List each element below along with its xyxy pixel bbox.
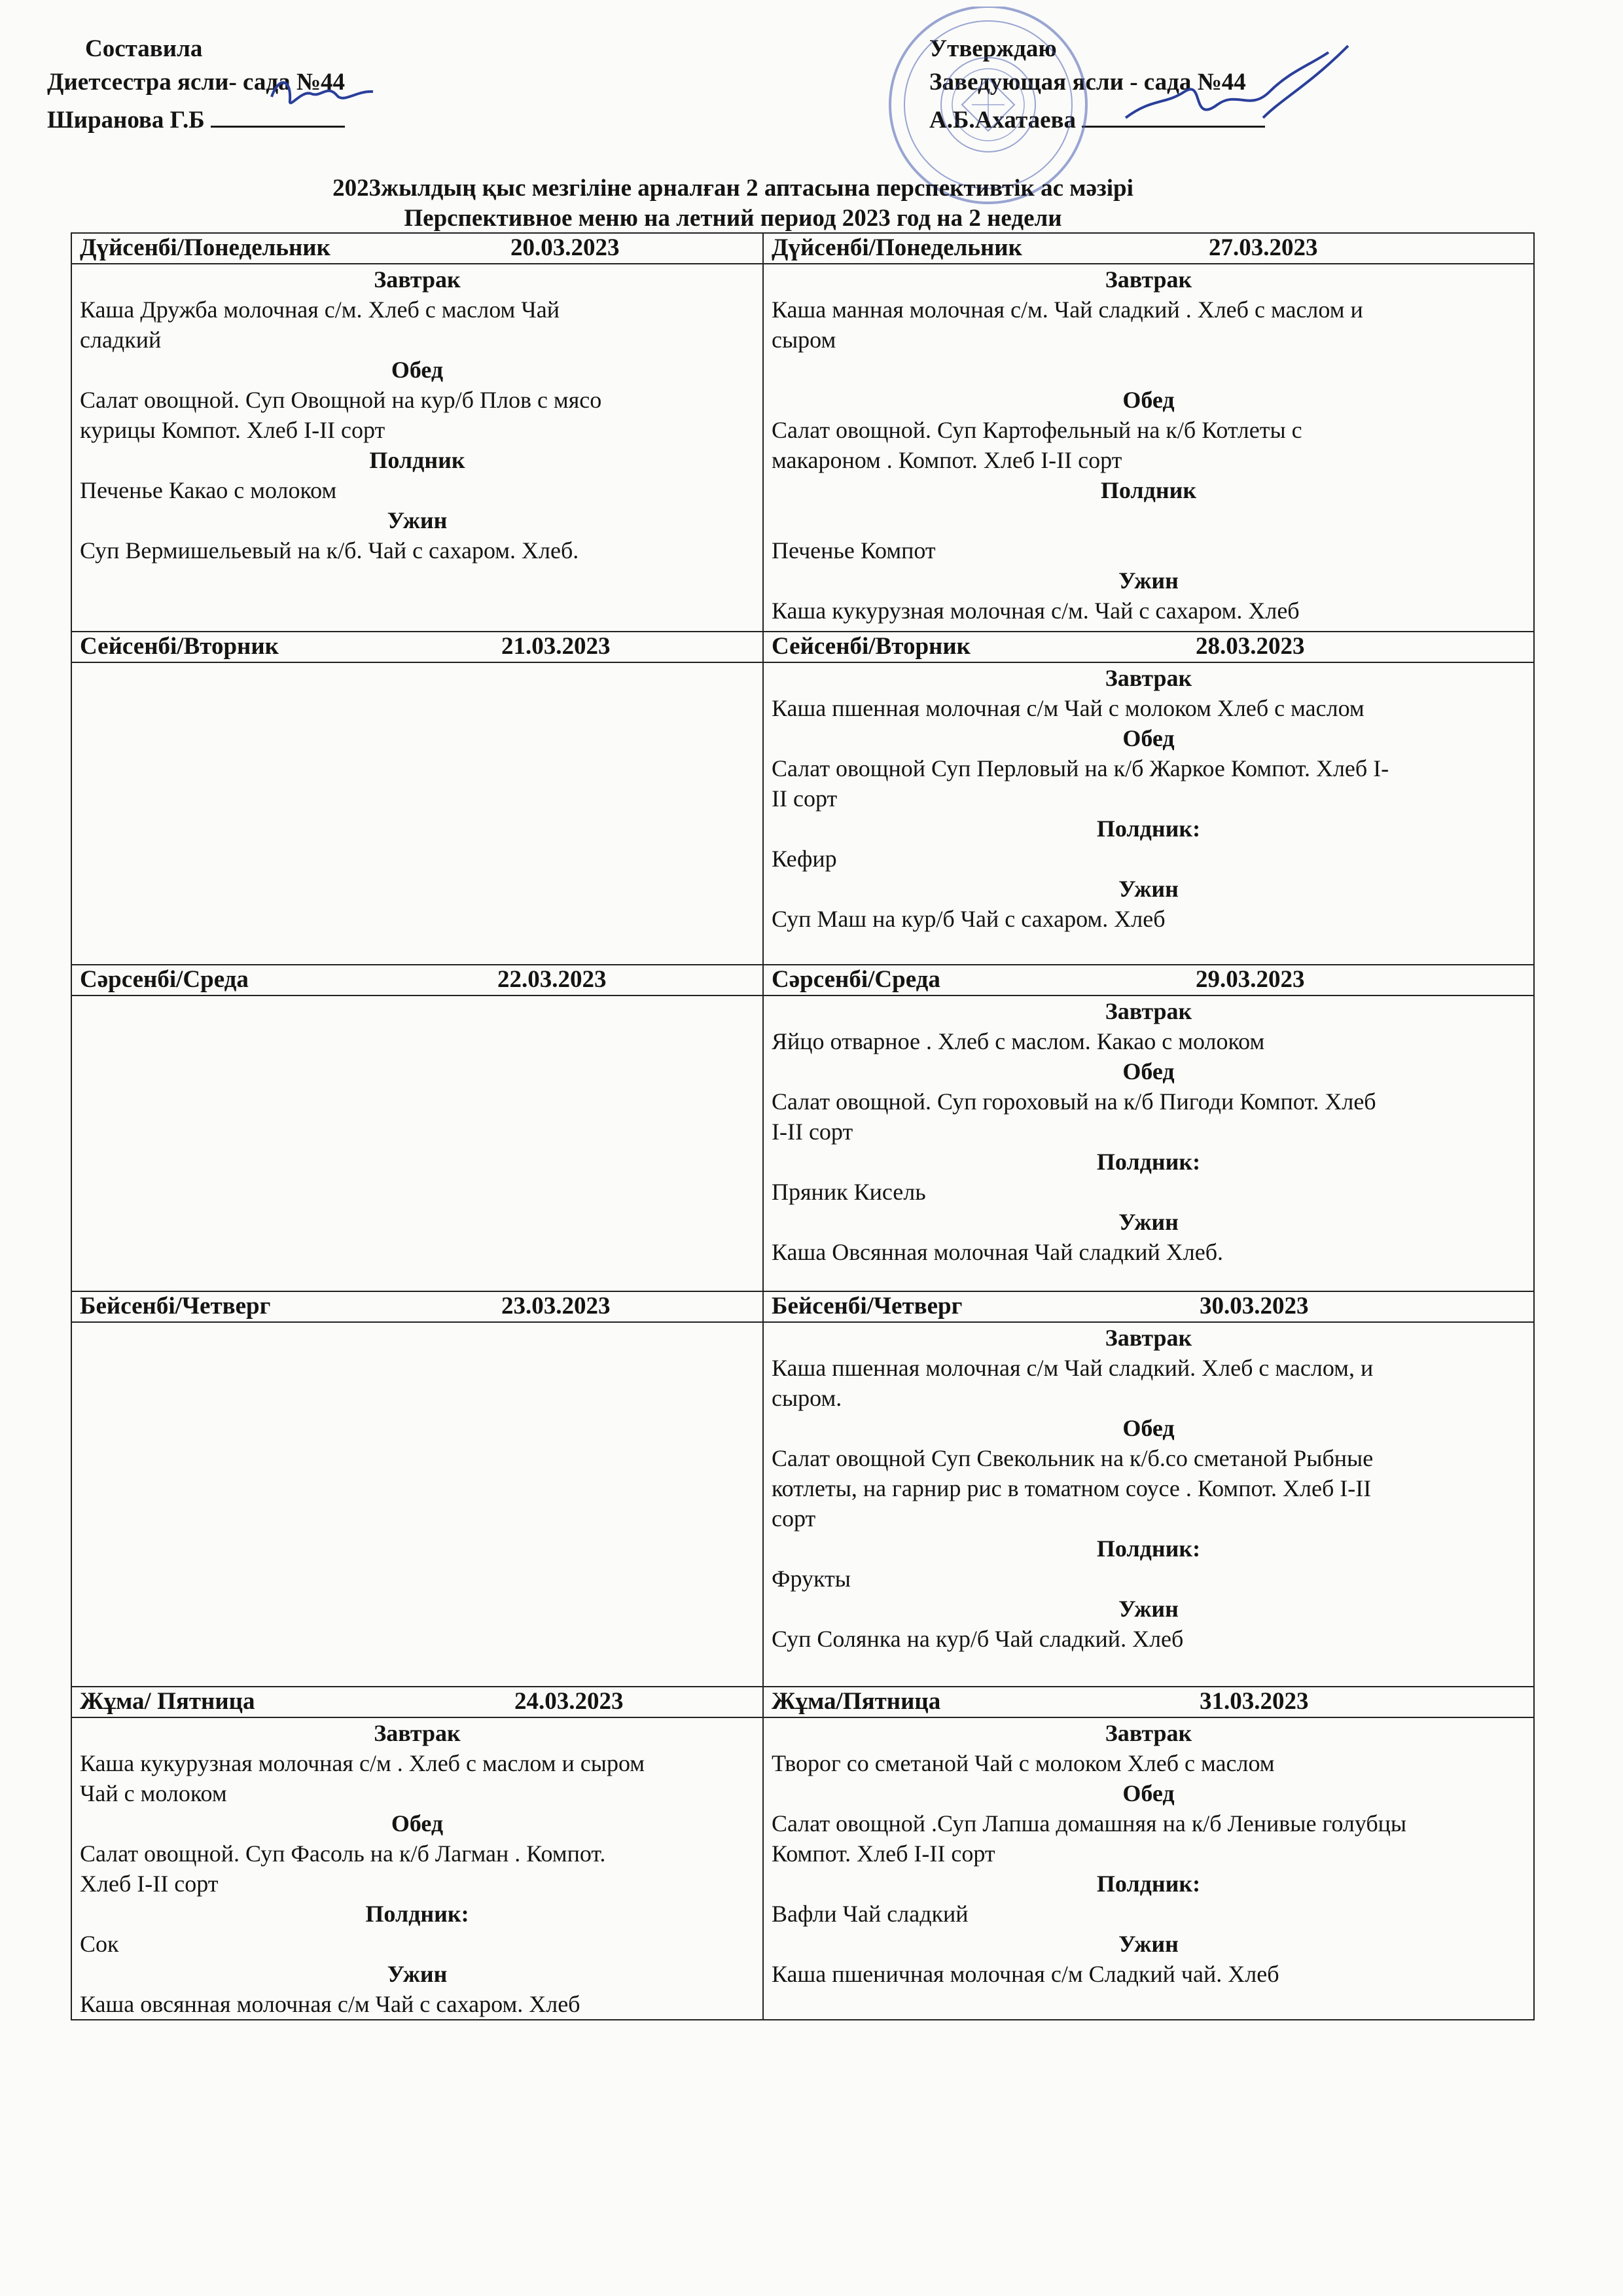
day-header-row <box>71 1291 1534 1322</box>
menu-line: Каша пшенная молочная с/м Чай с молоком Хлеб с маслом <box>772 695 1364 721</box>
meal-title: Завтрак <box>374 1720 461 1746</box>
day-date: 22.03.2023 <box>497 966 607 993</box>
meal-title: Обед <box>1122 1058 1175 1085</box>
meal-title: Полдник <box>1100 477 1197 503</box>
menu-line: Каша пшеничная молочная с/м Сладкий чай. Хлеб <box>772 1961 1279 1987</box>
menu-line: Печенье Какао с молоком <box>80 477 337 503</box>
menu-line: сорт <box>772 1505 816 1532</box>
meal-title: Полдник <box>369 447 465 473</box>
day-menu-row <box>71 1322 1534 1687</box>
meal-title: Завтрак <box>1105 266 1192 293</box>
day-name: Сейсенбі/Вторник <box>80 633 279 660</box>
day-name: Жұма/ Пятница <box>80 1688 255 1715</box>
meal-title: Ужин <box>1118 1931 1179 1957</box>
day-header-week1-thu <box>71 1291 763 1322</box>
meal-title: Ужин <box>387 507 448 533</box>
menu-line: Суп Маш на кур/б Чай с сахаром. Хлеб <box>772 906 1166 932</box>
menu-line: котлеты, на гарнир рис в томатном соусе . Компот. Хлеб I-II <box>772 1475 1372 1501</box>
meal-title: Обед <box>1122 725 1175 751</box>
day-name: Жұма/Пятница <box>772 1688 941 1715</box>
day-header-week1-mon <box>71 233 763 264</box>
day-header-week1-wed <box>71 965 763 996</box>
menu-line: Каша кукурузная молочная с/м . Хлеб с маслом и сыром <box>80 1750 645 1776</box>
day-header-row <box>71 1687 1534 1717</box>
menu-line: Сок <box>80 1931 119 1957</box>
title-kazakh: 2023жылдың қыс мезгіліне арналған 2 аптасына перспективтік ас мәзірі <box>332 175 1133 202</box>
menu-line: Компот. Хлеб I-II сорт <box>772 1840 995 1867</box>
compiled-signature <box>265 71 383 117</box>
menu-line: Суп Солянка на кур/б Чай сладкий. Хлеб <box>772 1626 1184 1652</box>
approved-position: Заведующая ясли - сада №44 <box>929 69 1246 96</box>
menu-line: сыром. <box>772 1385 842 1411</box>
menu-line: Салат овощной. Суп Фасоль на к/б Лагман . Компот. <box>80 1840 606 1867</box>
approved-label: Утверждаю <box>929 35 1057 62</box>
day-date: 27.03.2023 <box>1209 234 1318 261</box>
day-name: Сейсенбі/Вторник <box>772 633 971 660</box>
menu-line: Каша Дружба молочная с/м. Хлеб с маслом Чай <box>80 296 560 323</box>
menu-line: Каша пшенная молочная с/м Чай сладкий. Хлеб с маслом, и <box>772 1355 1374 1381</box>
day-header-week2-fri <box>763 1687 1534 1717</box>
menu-cell-week2-thu <box>763 1322 1534 1687</box>
compiled-position: Диетсестра ясли- сада №44 <box>47 69 346 96</box>
meal-title: Полдник: <box>365 1901 469 1927</box>
day-header-week1-fri <box>71 1687 763 1717</box>
menu-line: курицы Компот. Хлеб I-II сорт <box>80 417 385 443</box>
day-header-week2-tue <box>763 632 1534 662</box>
compiled-name: Ширанова Г.Б <box>47 107 205 134</box>
spacer <box>772 355 1525 385</box>
day-menu-row <box>71 1717 1534 2020</box>
meal-title: Обед <box>1122 1415 1175 1441</box>
day-name: Бейсенбі/Четверг <box>772 1293 963 1319</box>
day-menu-row <box>71 996 1534 1291</box>
day-date: 23.03.2023 <box>501 1293 611 1319</box>
day-menu-row <box>71 264 1534 632</box>
meal-title: Ужин <box>1118 567 1179 594</box>
menu-line: Пряник Кисель <box>772 1179 926 1205</box>
menu-cell-week1-wed <box>71 996 763 1291</box>
menu-line: Вафли Чай сладкий <box>772 1901 969 1927</box>
day-date: 28.03.2023 <box>1196 633 1305 660</box>
meal-title: Ужин <box>1118 876 1179 902</box>
meal-title: Полдник: <box>1096 816 1201 842</box>
day-header-week1-tue <box>71 632 763 662</box>
menu-line: Каша Овсянная молочная Чай сладкий Хлеб. <box>772 1239 1224 1265</box>
day-header-row <box>71 965 1534 996</box>
meal-title: Завтрак <box>1105 1325 1192 1351</box>
menu-cell-week2-wed <box>763 996 1534 1291</box>
approved-name: А.Б.Ахатаева <box>929 107 1076 134</box>
day-menu-row <box>71 662 1534 965</box>
menu-line: Яйцо отварное . Хлеб с маслом. Какао с молоком <box>772 1028 1265 1054</box>
meal-title: Завтрак <box>1105 1720 1192 1746</box>
day-header-row <box>71 632 1534 662</box>
menu-line: Салат овощной. Суп Картофельный на к/б Котлеты с <box>772 417 1302 443</box>
meal-title: Полдник: <box>1096 1149 1201 1175</box>
menu-line: Хлеб I-II сорт <box>80 1871 219 1897</box>
meal-title: Ужин <box>1118 1596 1179 1622</box>
day-name: Бейсенбі/Четверг <box>80 1293 271 1319</box>
day-name: Дүйсенбі/Понедельник <box>772 234 1022 261</box>
meal-title: Обед <box>1122 387 1175 413</box>
day-date: 30.03.2023 <box>1200 1293 1309 1319</box>
menu-line: макароном . Компот. Хлеб I-II сорт <box>772 447 1122 473</box>
menu-cell-week2-tue <box>763 662 1534 965</box>
day-date: 31.03.2023 <box>1200 1688 1309 1715</box>
compiled-label: Составила <box>85 35 203 62</box>
menu-line: Суп Вермишельевый на к/б. Чай с сахаром. Хлеб. <box>80 537 579 564</box>
day-name: Сәрсенбі/Среда <box>772 966 940 993</box>
menu-line: Салат овощной Суп Свекольник на к/б.со сметаной Рыбные <box>772 1445 1374 1471</box>
meal-title: Обед <box>391 1810 444 1837</box>
meal-title: Обед <box>391 357 444 383</box>
approved-signature <box>1113 39 1361 137</box>
day-date: 20.03.2023 <box>510 234 620 261</box>
menu-cell-week1-thu <box>71 1322 763 1687</box>
menu-cell-week1-fri <box>71 1717 763 2020</box>
meal-title: Завтрак <box>374 266 461 293</box>
menu-line: Каша манная молочная с/м. Чай сладкий . Хлеб с маслом и <box>772 296 1363 323</box>
meal-title: Завтрак <box>1105 665 1192 691</box>
day-date: 29.03.2023 <box>1196 966 1305 993</box>
menu-line: Каша овсянная молочная с/м Чай с сахаром. Хлеб <box>80 1991 580 2017</box>
menu-cell-week2-mon <box>763 264 1534 632</box>
menu-line: Чай с молоком <box>80 1780 227 1806</box>
menu-line: I-II сорт <box>772 1119 853 1145</box>
day-header-row <box>71 233 1534 264</box>
day-name: Дүйсенбі/Понедельник <box>80 234 330 261</box>
spacer <box>772 505 1525 535</box>
menu-cell-week2-fri <box>763 1717 1534 2020</box>
meal-title: Обед <box>1122 1780 1175 1806</box>
menu-line: II сорт <box>772 785 838 812</box>
menu-table <box>71 232 1535 2020</box>
meal-title: Полдник: <box>1096 1871 1201 1897</box>
day-name: Сәрсенбі/Среда <box>80 966 249 993</box>
menu-line: Салат овощной .Суп Лапша домашняя на к/б Ленивые голубцы <box>772 1810 1407 1837</box>
menu-line: сладкий <box>80 327 162 353</box>
meal-title: Завтрак <box>1105 998 1192 1024</box>
day-date: 21.03.2023 <box>501 633 611 660</box>
meal-title: Ужин <box>1118 1209 1179 1235</box>
menu-line: Кефир <box>772 846 837 872</box>
menu-cell-week1-mon <box>71 264 763 632</box>
menu-line: Фрукты <box>772 1566 851 1592</box>
menu-line: Салат овощной Суп Перловый на к/б Жаркое Компот. Хлеб I- <box>772 755 1389 781</box>
menu-line: Печенье Компот <box>772 537 936 564</box>
meal-title: Полдник: <box>1096 1535 1201 1562</box>
menu-line: Салат овощной. Суп гороховый на к/б Пигоди Компот. Хлеб <box>772 1088 1376 1115</box>
menu-line: Каша кукурузная молочная с/м. Чай с сахаром. Хлеб <box>772 598 1300 624</box>
day-header-week2-wed <box>763 965 1534 996</box>
day-date: 24.03.2023 <box>514 1688 624 1715</box>
day-header-week2-mon <box>763 233 1534 264</box>
menu-cell-week1-tue <box>71 662 763 965</box>
menu-line: сыром <box>772 327 836 353</box>
day-header-week2-thu <box>763 1291 1534 1322</box>
menu-line: Салат овощной. Суп Овощной на кур/б Плов с мясо <box>80 387 602 413</box>
title-russian: Перспективное меню на летний период 2023 год на 2 недели <box>404 205 1062 232</box>
menu-line: Творог со сметаной Чай с молоком Хлеб с маслом <box>772 1750 1275 1776</box>
meal-title: Ужин <box>387 1961 448 1987</box>
